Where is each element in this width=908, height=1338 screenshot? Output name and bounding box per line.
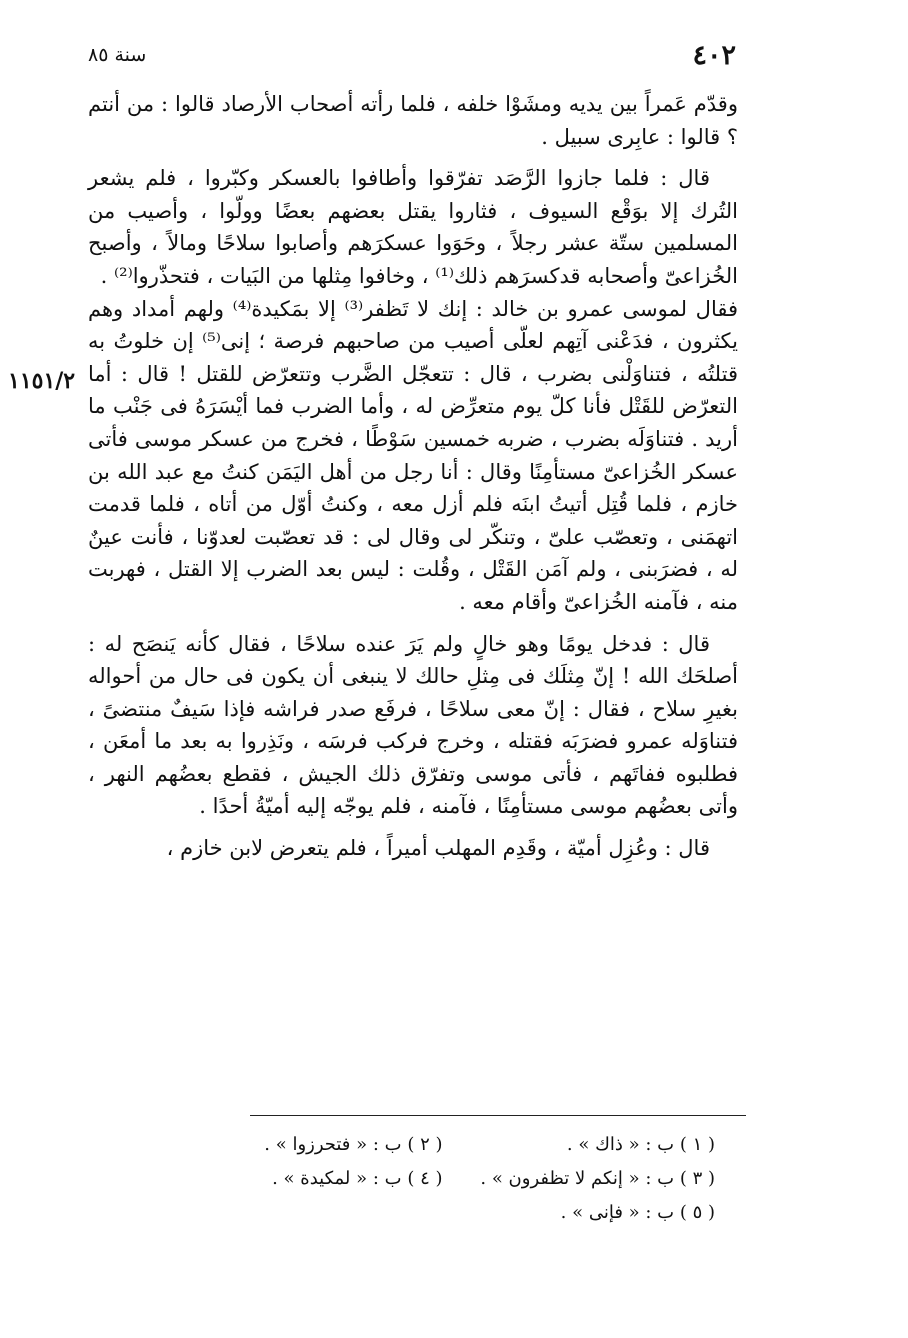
paragraph: قال : فدخل يومًا وهو خالٍ ولم يَرَ عنده سلاحًا ، فقال كأنه يَنصَح له : أصلحَك الله ! إنّ مِثلَك فى مِثلِ حالك لا ينبغى أن يكون فى حال من أحواله بغيرِ سلاح ، فقال : إنّ معى سلاحًا ، فرفَع صدر فراشه فإذا سَيفٌ منتضىً ، فتناوَله عمرو فضرَبَه فقتله ، وخرج فركب فرسَه ، ونَذِروا به بعد ما أمعَن ، فطلبوه ففاتَهم ، فأتى موسى وتفرّق ذلك الجيش ، فقطع بعضُهم النهر ، وأتى بعضُهم موسى مستأمِنًا ، فآمنه ، فلم يوجّه إليه أميّةُ أحدًا . — [88, 631, 738, 819]
page-number: ٤٠٢ — [692, 40, 736, 71]
footnote-row — [170, 1162, 715, 1196]
paragraph: وقدّم عَمراً بين يديه ومشَوْا خلفه ، فلما رأته أصحاب الأرصاد قالوا : من أنتم ؟ قالوا : عابِرى سبيل . — [88, 92, 738, 149]
margin-reference: ١١٥١/٢ — [8, 368, 76, 394]
paragraph: قال : فلما جازوا الرَّصَد تفرّقوا وأطافوا بالعسكر وكبّروا ، فلم يشعر التُرك إلا بوَقْع السيوف ، فثاروا يقتل بعضهم بعضًا وولّوا ، وأصيب من المسلمين ستّة عشر رجلاً ، وحَوَوا عسكرَهم وأصابوا سلاحًا ومالاً ، وأصبح الخُزاعىّ وأصحابه قدكسرَهم ذلك⁽¹⁾ ، وخافوا مِثلها من البَيات ، فتحذّروا⁽²⁾ . — [88, 166, 738, 288]
paragraph: فقال لموسى عمرو بن خالد : إنك لا تَظفر⁽³⁾ إلا بمَكيدة⁽⁴⁾ ولهم أمداد وهم يكثرون ، فدَعْنى آتِهم لعلّى أصيب من صاحبهم فرصة ؛ إنى⁽⁵⁾ إن خلوتُ به قتلتُه ، فتناوَلْنى بضرب ، قال : تتعجّل الضَّرب وتتعرّض للقتل ! قال : أما التعرّض للقَتْل فأنا كلّ يوم متعرِّض له ، وأما الضرب فما أيْسَرَهُ فى جَنْب ما أريد . فتناوَلَه بضرب ، ضربه خمسين سَوْطًا ، فخرج من عسكر موسى فأتى عسكر الخُزاعىّ مستأمِنًا وقال : أنا رجل من أهل اليَمَن كنتُ مع عبد الله بن خازم ، فلما قُتِل أتيتُ ابنَه فلم أزل معه ، وكنتُ أوّل من أتاه ، فلما قدمت اتهمَنى ، وتعصّب علىّ ، وتنكّر لى وقال لى : قد تعصّبت لعدوّنا ، فأنت عينٌ له ، فضرَبنى ، ولم آمَن القَتْل ، وقُلت : ليس بعد الضرب إلا القتل ، فهربت منه ، فآمنه الخُزاعىّ وأقام معه . — [88, 296, 738, 614]
paragraph: قال : وعُزِل أميّة ، وقَدِم المهلب أميراً ، فلم يتعرض لابن خازم ، — [166, 836, 710, 861]
running-head-year: سنة ٨٥ — [88, 44, 147, 66]
footnote: ( ٢ ) ب : « فتحرزوا » . — [264, 1134, 443, 1155]
footnote-separator — [250, 1115, 746, 1116]
footnotes — [170, 1128, 715, 1230]
footnote: ( ١ ) ب : « ذاك » . — [566, 1134, 715, 1155]
footnote: ( ٥ ) ب : « فإنى » . — [560, 1202, 715, 1223]
main-text — [88, 88, 738, 865]
footnote: ( ٤ ) ب : « لمكيدة » . — [272, 1168, 443, 1189]
footnote-row — [170, 1128, 715, 1162]
footnote: ( ٣ ) ب : « إنكم لا تظفرون » . — [480, 1168, 715, 1189]
footnote-row — [170, 1196, 715, 1230]
page-header — [88, 40, 736, 76]
